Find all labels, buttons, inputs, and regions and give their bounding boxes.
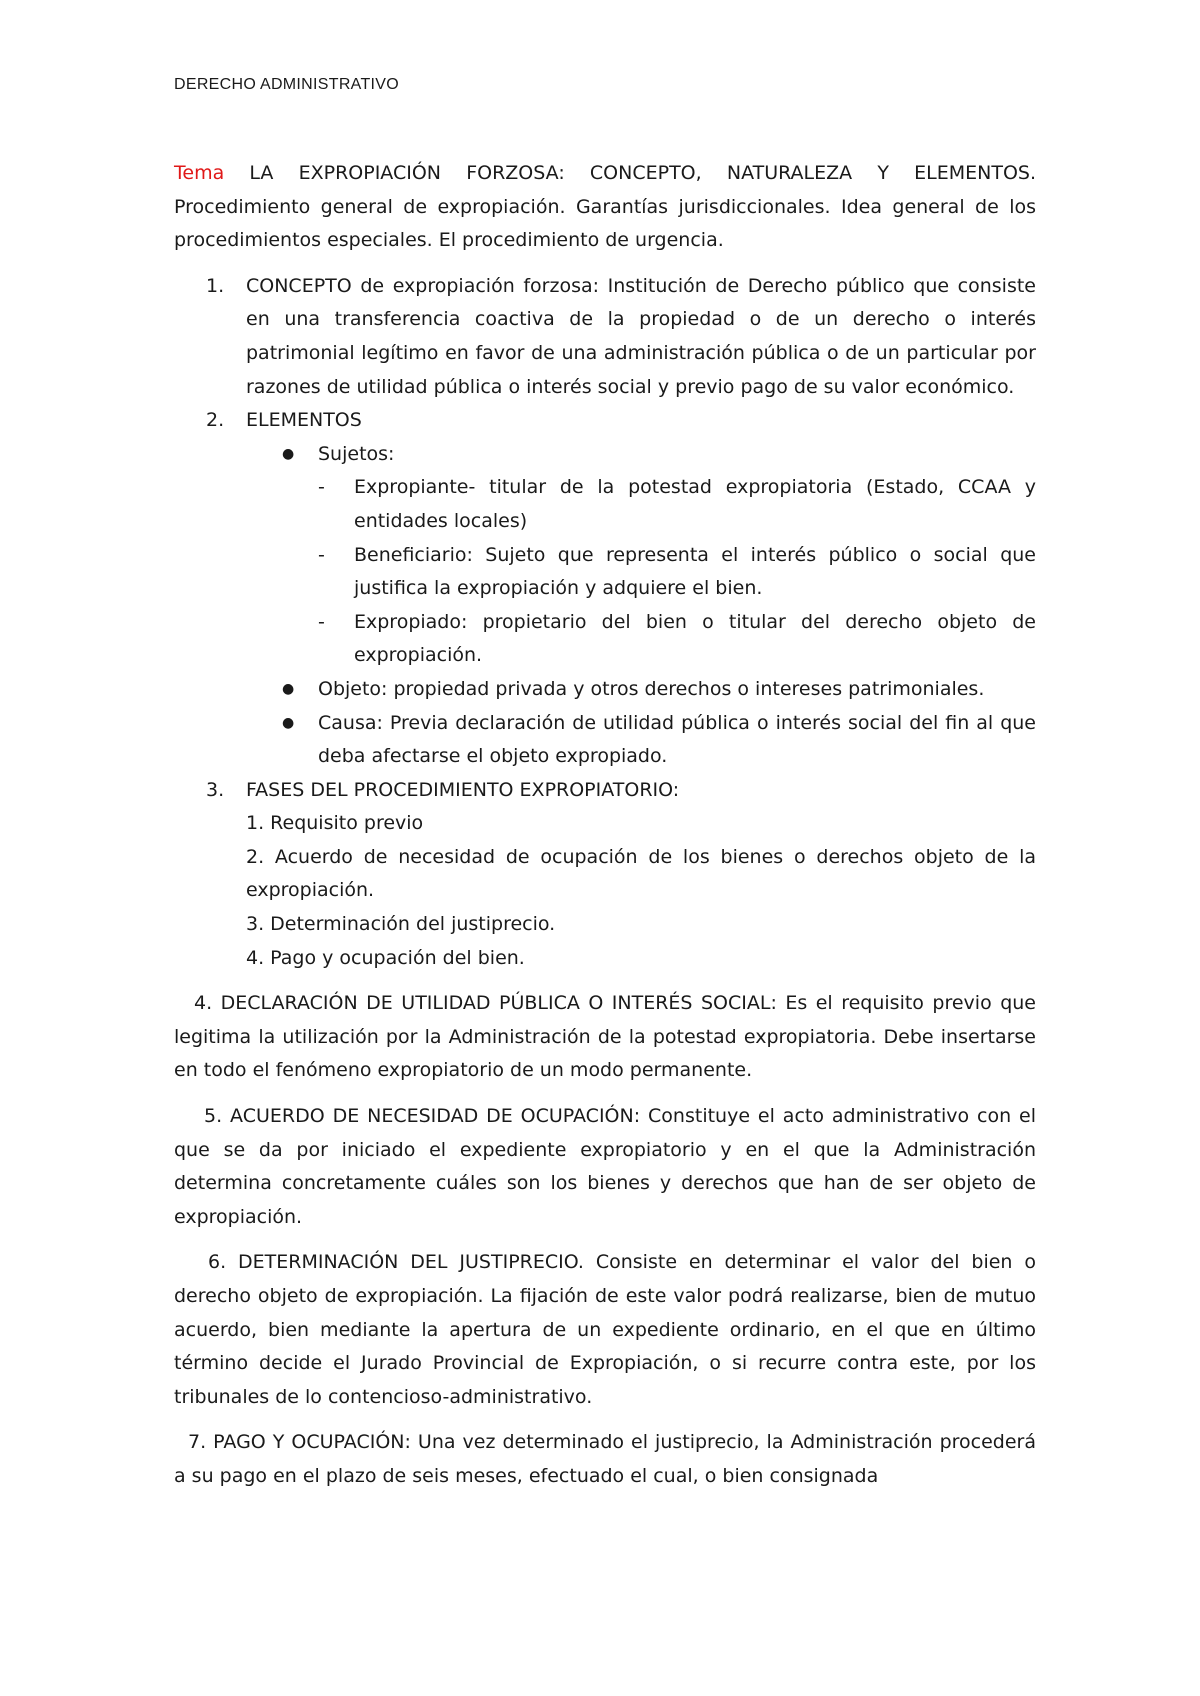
list-item-elementos [174,404,1036,438]
list-number: 1. [206,274,225,297]
phase-item: 2. Acuerdo de necesidad de ocupación de los bienes o derechos objeto de la expropiación. [246,845,1036,902]
phase-item: 3. Determinación del justiprecio. [246,913,556,936]
document-body [174,157,1036,1494]
bullet-item-causa [174,707,1036,774]
topic-text: LA EXPROPIACIÓN FORZOSA: CONCEPTO, NATURALEZA Y ELEMENTOS. Procedimiento general de expropiación. Garantías jurisdiccionales. Idea general de los procedimientos especiales. El procedimiento de urgencia. [174,162,1036,252]
list-item-concepto [174,270,1036,404]
dash-text: Expropiado: propietario del bien o titular del derecho objeto de expropiación. [354,610,1036,667]
section-declaracion-utilidad: 4. DECLARACIÓN DE UTILIDAD PÚBLICA O INTERÉS SOCIAL: Es el requisito previo que legitima la utilización por la Administración de la potestad expropiatoria. Debe insertarse en todo el fenómeno expropiatorio de un modo permanente. [174,992,1036,1082]
section-pago-ocupacion: 7. PAGO Y OCUPACIÓN: Una vez determinado el justiprecio, la Administración procederá a su pago en el plazo de seis meses, efectuado el cual, o bien consignada [174,1431,1036,1487]
dash-icon: - [318,476,325,499]
dash-item-expropiado [174,606,1036,673]
list-item-text: CONCEPTO de expropiación forzosa: Institución de Derecho público que consiste en una transferencia coactiva de la propiedad o de un derecho o interés patrimonial legítimo en favor de una administración pública o de un particular por razones de utilidad pública o interés social y previo pago de su valor económico. [246,274,1036,398]
dash-icon: - [318,610,325,633]
dash-item-expropiante [174,471,1036,538]
topic-paragraph [174,157,1036,258]
bullet-text: Objeto: propiedad privada y otros derechos o intereses patrimoniales. [318,677,985,700]
dash-item-beneficiario [174,539,1036,606]
phase-item: 4. Pago y ocupación del bien. [246,946,525,969]
bullet-icon: ● [282,445,295,462]
list-number: 2. [206,409,225,432]
bullet-text: Sujetos: [318,442,395,465]
dash-text: Beneficiario: Sujeto que representa el interés público o social que justifica la expropiación y adquiere el bien. [354,543,1036,600]
dash-icon: - [318,543,325,566]
section-acuerdo-necesidad: 5. ACUERDO DE NECESIDAD DE OCUPACIÓN: Constituye el acto administrativo con el que se da por iniciado el expediente expropiatorio y en el que la Administración determina concretamente cuáles son los bienes y derechos que han de ser objeto de expropiación. [174,1105,1036,1228]
section-justiprecio: 6. DETERMINACIÓN DEL JUSTIPRECIO. Consiste en determinar el valor del bien o derecho objeto de expropiación. La fijación de este valor podrá realizarse, bien de mutuo acuerdo, bien mediante la apertura de un expediente ordinario, en el que en último término decide el Jurado Provincial de Expropiación, o si recurre contra este, por los tribunales de lo contencioso-administrativo. [174,1251,1036,1408]
list-item-fases [174,774,1036,808]
list-item-text: FASES DEL PROCEDIMIENTO EXPROPIATORIO: [246,778,680,801]
bullet-icon: ● [282,680,295,697]
list-number: 3. [206,778,225,801]
bullet-text: Causa: Previa declaración de utilidad pública o interés social del fin al que deba afectarse el objeto expropiado. [318,711,1036,768]
document-header: DERECHO ADMINISTRATIVO [174,76,399,93]
bullet-item-objeto [174,673,1036,707]
bullet-icon: ● [282,714,295,731]
list-item-text: ELEMENTOS [246,409,362,432]
phase-item: 1. Requisito previo [246,812,424,835]
dash-text: Expropiante- titular de la potestad expropiatoria (Estado, CCAA y entidades locales) [354,476,1036,532]
tema-label: Tema [174,162,225,184]
bullet-item-sujetos [174,438,1036,472]
